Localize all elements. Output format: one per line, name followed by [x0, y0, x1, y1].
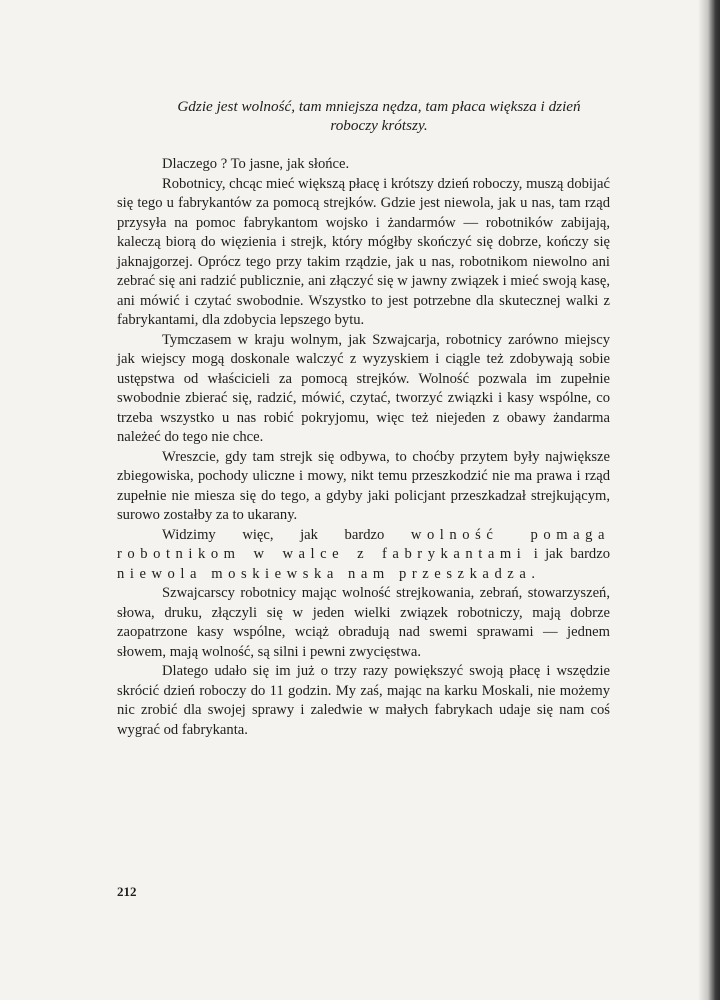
paragraph-5-text-a: Widzimy więc, jak bardzo — [162, 526, 411, 543]
epigraph — [128, 97, 630, 135]
paragraph-5-text-c: i jak bardzo — [526, 546, 610, 562]
paragraph-7: Dlatego udało się im już o trzy razy powiększyć swoją płacę i wszędzie skrócić dzień roboczy do 11 godzin. My zaś, mając na karku Moskali, nie możemy nic zrobić dla swojej sprawy i zaledwie w małych fabrykach udaje się nam coś wygrać od fabrykanta. — [117, 663, 610, 738]
paragraph-4: Wreszcie, gdy tam strejk się odbywa, to choćby przytem były największe zbiegowiska, pochody uliczne i mowy, nikt temu przeszkodzić nie ma prawa i rząd zupełnie nie miesza się do tego, a gdyby jaki policjant przeszkadzał strejkującym, surowo zostałby za to ukarany. — [117, 448, 610, 523]
page-edge-shadow — [698, 0, 720, 1000]
paragraph-2: Robotnicy, chcąc mieć większą płacę i krótszy dzień roboczy, muszą dobijać się tego u fabrykantów za pomocą strejków. Gdzie jest niewola, jak u nas, tam rząd przysyła na pomoc fabrykantom wojsko i żandarmów — robotników zabijają, kaleczą biorą do więzienia i strejk, który mógłby skończyć się dobrze, kończy się jaknajgorzej. Oprócz tego przy takim rządzie, jak u nas, robotnikom niewolno ani zebrać się ani radzić publicznie, ani złączyć się w jawny związek i mieć swoją kasę, ani mówić i czytać swobodnie. Wszystko to jest potrzebne dla skutecznej walki z fabrykantami, dla zdobycia lepszego bytu. — [117, 175, 610, 328]
epigraph-line-1: Gdzie jest wolność, tam mniejsza nędza, tam płaca większa i dzień — [177, 98, 581, 115]
paragraph-3: Tymczasem w kraju wolnym, jak Szwajcarja, robotnicy zarówno miejscy jak wiejscy mogą doskonale walczyć z wyzyskiem i ciągle też zdobywają sobie ustępstwa od właścicieli za pomocą strejków. Wolność pozwala im zupełnie swobodnie zbierać się, radzić, mówić, czytać, tworzyć związki i kasy wspólne, co trzeba wszystko u nas robić pokryjomu, więc też niejeden z obawy żandarma należeć do tego nie chce. — [117, 331, 610, 445]
body-text — [117, 155, 610, 740]
paragraph-5-emphasis-1: wolność pomaga robotnikom w walce z fabrykantami — [117, 526, 610, 562]
paragraph-1: Dlaczego ? To jasne, jak słońce. — [162, 156, 350, 172]
epigraph-line-2: roboczy krótszy. — [330, 117, 428, 134]
paragraph-5-emphasis-2: niewola moskiewska nam przeszkadza. — [117, 565, 541, 582]
paragraph-6: Szwajcarscy robotnicy mając wolność strejkowania, zebrań, stowarzyszeń, słowa, druku, złączyli się w jeden wielki związek robotniczy, mają dobrze zaopatrzone kasy wspólne, wciąż obradują nad swemi sprawami — jednem słowem, mają wolność, są silni i pewni zwycięstwa. — [117, 585, 610, 660]
page-number: 212 — [117, 884, 137, 899]
paragraph-5 — [117, 526, 610, 585]
